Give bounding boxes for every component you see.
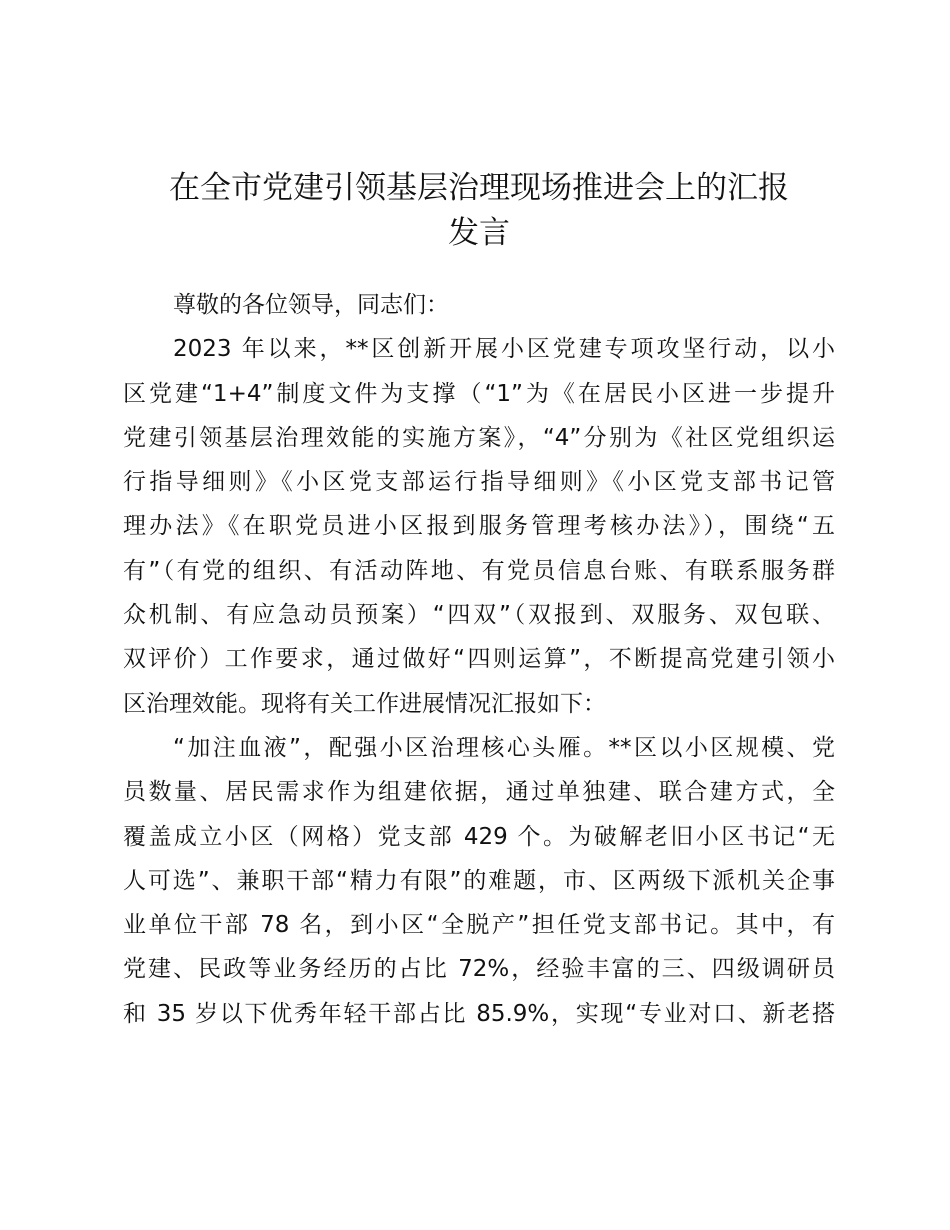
paragraph-line: 人可选”、兼职干部“精力有限”的难题，市、区两级下派机关企事: [123, 867, 835, 894]
salutation: 尊敬的各位领导，同志们：: [173, 292, 449, 318]
paragraph-line: 有”（有党的组织、有活动阵地、有党员信息台账、有联系服务群: [123, 557, 835, 584]
document-body: [123, 283, 835, 1036]
paragraph-line: 行指导细则》《小区党支部运行指导细则》《小区党支部书记管: [123, 469, 835, 496]
paragraph-line: 众机制、有应急动员预案）“四双”（双报到、双服务、双包联、: [123, 602, 835, 629]
paragraph-line: 2023 年以来，**区创新开展小区党建专项攻坚行动，以小: [173, 336, 835, 363]
paragraph-line: 党建、民政等业务经历的占比 72%，经验丰富的三、四级调研员: [123, 956, 835, 983]
paragraph-line: 理办法》《在职党员进小区报到服务管理考核办法》），围绕“五: [123, 513, 835, 540]
paragraph-line: 区党建“1+4”制度文件为支撑（“1”为《在居民小区进一步提升: [123, 380, 835, 407]
paragraph-line: 区治理效能。现将有关工作进展情况汇报如下：: [123, 690, 606, 717]
paragraph-line: “加注血液”，配强小区治理核心头雁。**区以小区规模、党: [173, 734, 835, 761]
title-line-1: 在全市党建引领基层治理现场推进会上的汇报: [169, 170, 789, 206]
paragraph-2: [123, 726, 835, 1036]
paragraph-line: 和 35 岁以下优秀年轻干部占比 85.9%，实现“专业对口、新老搭: [123, 1000, 835, 1027]
paragraph-line: 双评价）工作要求，通过做好“四则运算”，不断提高党建引领小: [123, 646, 835, 673]
paragraph-line: 覆盖成立小区（网格）党支部 429 个。为破解老旧小区书记“无: [123, 823, 835, 850]
paragraph-line: 员数量、居民需求作为组建依据，通过单独建、联合建方式，全: [123, 779, 835, 806]
paragraph-1: [123, 327, 835, 726]
title-line-2: 发言: [448, 215, 510, 251]
document-title: [118, 166, 840, 256]
paragraph-line: 业单位干部 78 名，到小区“全脱产”担任党支部书记。其中，有: [123, 912, 835, 939]
paragraph-line: 党建引领基层治理效能的实施方案》，“4”分别为《社区党组织运: [123, 424, 835, 451]
